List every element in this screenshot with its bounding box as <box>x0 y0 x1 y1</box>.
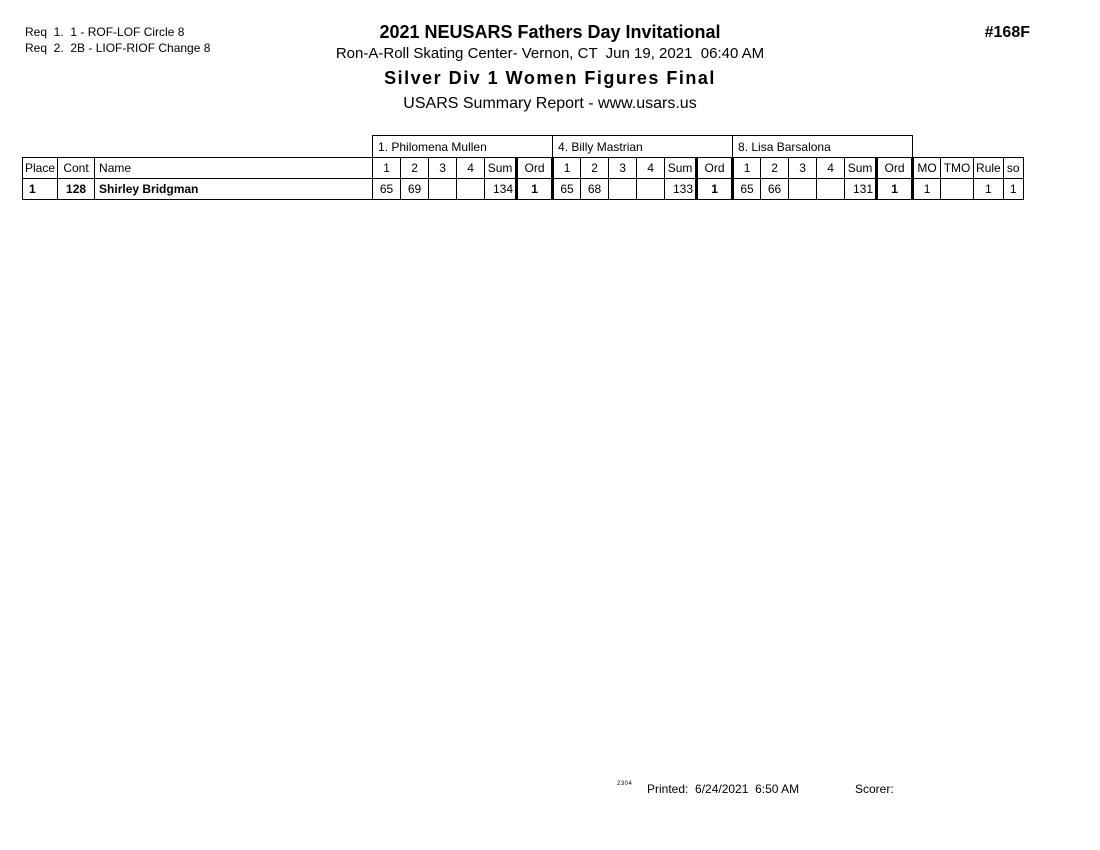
cell-j2-score3 <box>609 179 637 200</box>
cell-mo: 1 <box>913 179 941 200</box>
footer-version-code: 2304 <box>617 781 633 787</box>
header-j3-sum: Sum <box>845 158 877 179</box>
header-j2-score3: 3 <box>609 158 637 179</box>
judge-row-spacer-right <box>913 136 1024 158</box>
venue-date-line: Ron-A-Roll Skating Center- Vernon, CT Jun 19, 2021 06:40 AM <box>335 45 765 62</box>
cell-j3-score3 <box>789 179 817 200</box>
results-table <box>22 135 1024 200</box>
cell-j1-score2: 69 <box>401 179 429 200</box>
header-j3-ord: Ord <box>877 158 913 179</box>
header-j3-score2: 2 <box>761 158 789 179</box>
header-rule: Rule <box>974 158 1004 179</box>
cell-j3-score4 <box>817 179 845 200</box>
header-cont: Cont <box>58 158 95 179</box>
judge-3-name: 8. Lisa Barsalona <box>733 136 913 158</box>
judge-2-name: 4. Billy Mastrian <box>553 136 733 158</box>
judge-row-spacer-left <box>23 136 373 158</box>
cell-j3-sum: 131 <box>845 179 877 200</box>
header-j1-score2: 2 <box>401 158 429 179</box>
header-j2-score4: 4 <box>637 158 665 179</box>
footer-printed-line: Printed: 6/24/2021 6:50 AM <box>647 782 800 796</box>
requirement-line-1: Req 1. 1 - ROF-LOF Circle 8 <box>25 25 185 39</box>
cell-j1-score4 <box>457 179 485 200</box>
header-j2-ord: Ord <box>697 158 733 179</box>
event-name: Silver Div 1 Women Figures Final <box>384 68 716 88</box>
header-tmo: TMO <box>941 158 974 179</box>
header-j2-sum: Sum <box>665 158 697 179</box>
cell-cont: 128 <box>58 179 95 200</box>
competition-title: 2021 NEUSARS Fathers Day Invitational <box>379 22 721 42</box>
judge-name-row <box>23 136 1024 158</box>
cell-j2-score2: 68 <box>581 179 609 200</box>
judge-1-name: 1. Philomena Mullen <box>373 136 553 158</box>
header-j1-score1: 1 <box>373 158 401 179</box>
header-so: so <box>1003 158 1023 179</box>
header-j1-score3: 3 <box>429 158 457 179</box>
header-j3-score3: 3 <box>789 158 817 179</box>
cell-j2-score1: 65 <box>553 179 581 200</box>
cell-so: 1 <box>1003 179 1023 200</box>
event-number: #168F <box>984 24 1030 41</box>
cell-skater-name: Shirley Bridgman <box>95 179 373 200</box>
header-j2-score1: 1 <box>553 158 581 179</box>
column-header-row <box>23 158 1024 179</box>
cell-rule: 1 <box>974 179 1004 200</box>
cell-j3-score2: 66 <box>761 179 789 200</box>
header-j1-sum: Sum <box>485 158 517 179</box>
result-row <box>23 179 1024 200</box>
cell-j1-ord: 1 <box>517 179 553 200</box>
cell-j3-score1: 65 <box>733 179 761 200</box>
header-j3-score4: 4 <box>817 158 845 179</box>
report-type-line: USARS Summary Report - www.usars.us <box>403 95 697 112</box>
cell-tmo <box>941 179 974 200</box>
cell-j1-sum: 134 <box>485 179 517 200</box>
cell-j2-ord: 1 <box>697 179 733 200</box>
header-place: Place <box>23 158 58 179</box>
cell-j1-score1: 65 <box>373 179 401 200</box>
cell-j3-ord: 1 <box>877 179 913 200</box>
footer-scorer-label: Scorer: <box>855 782 894 796</box>
cell-place: 1 <box>23 179 58 200</box>
header-j1-score4: 4 <box>457 158 485 179</box>
header-j2-score2: 2 <box>581 158 609 179</box>
header-mo: MO <box>913 158 941 179</box>
cell-j2-score4 <box>637 179 665 200</box>
header-title-block <box>0 22 1100 113</box>
requirement-line-2: Req 2. 2B - LIOF-RIOF Change 8 <box>25 41 211 55</box>
header-j1-ord: Ord <box>517 158 553 179</box>
header-name: Name <box>95 158 373 179</box>
cell-j2-sum: 133 <box>665 179 697 200</box>
header-j3-score1: 1 <box>733 158 761 179</box>
cell-j1-score3 <box>429 179 457 200</box>
